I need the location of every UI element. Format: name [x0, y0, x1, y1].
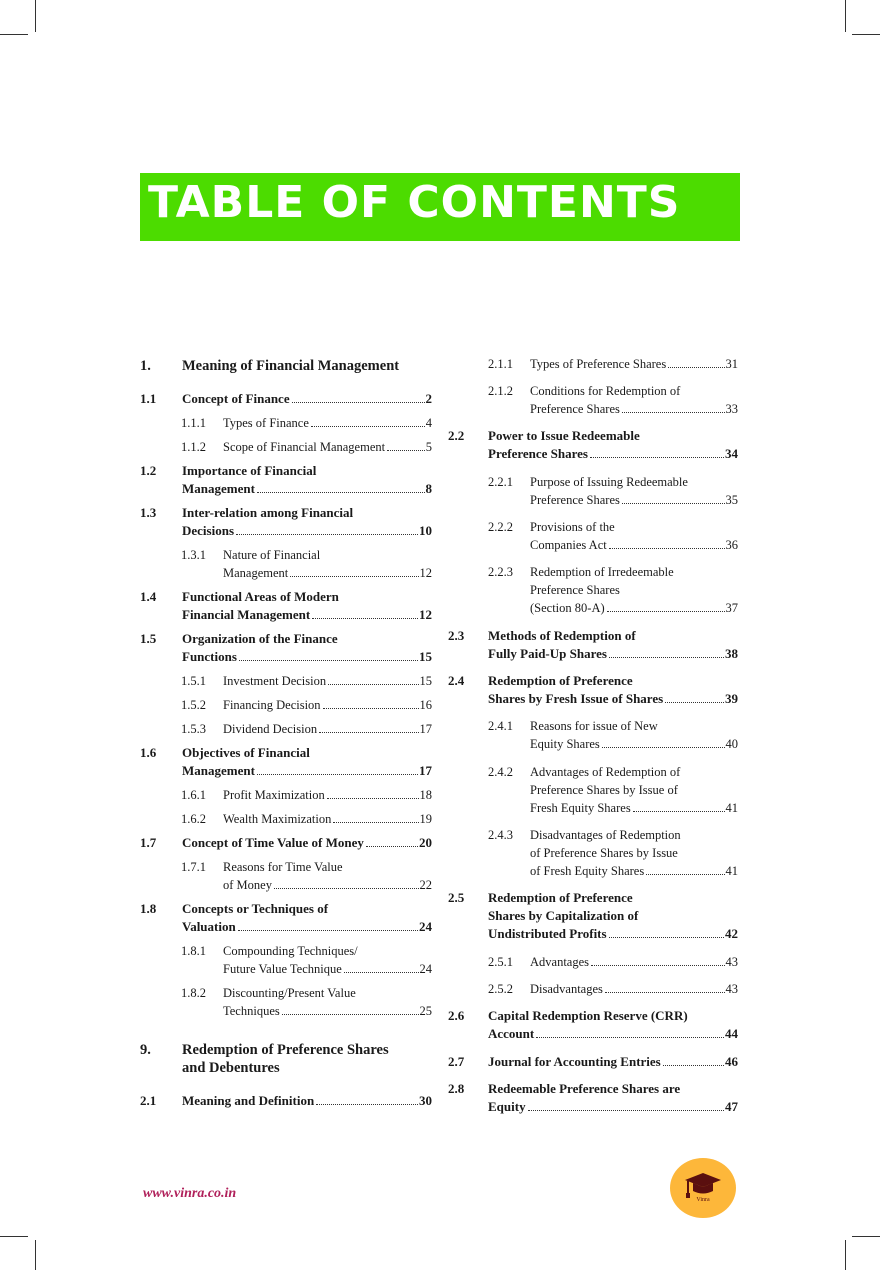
page-number: 35: [725, 493, 738, 507]
entry-title: Concepts or Techniques of: [182, 901, 329, 916]
dot-leader: [591, 965, 724, 966]
entry-title: Preference Shares: [530, 493, 620, 507]
entry-title: Disadvantages: [530, 982, 603, 996]
page-number: 12: [419, 566, 432, 580]
dot-leader: [257, 492, 425, 493]
section-number: 1.5.3: [181, 722, 206, 736]
section-number: 2.5: [448, 890, 465, 905]
page-number: 25: [419, 1004, 432, 1018]
dot-leader: [622, 412, 725, 413]
entry-title: of Money: [223, 878, 272, 892]
dot-leader: [282, 1014, 419, 1015]
crop-mark: [0, 34, 28, 35]
entry-title: Meaning of Financial Management: [182, 358, 400, 374]
page-number: 37: [725, 601, 738, 615]
entry-title: Nature of Financial: [223, 548, 321, 562]
entry-title: Future Value Technique: [223, 962, 342, 976]
dot-leader: [290, 576, 418, 577]
entry-title: Reasons for Time Value: [223, 860, 343, 874]
entry-title: Functions: [182, 649, 237, 664]
page-number: 10: [419, 523, 432, 538]
crop-mark: [0, 1236, 28, 1237]
entry-title: Disadvantages of Redemption: [530, 828, 681, 842]
dot-leader: [319, 732, 418, 733]
page-number: 46: [725, 1054, 738, 1069]
section-number: 2.1.2: [488, 384, 513, 398]
entry-title: Inter-relation among Financial: [182, 505, 354, 520]
entry-title: Decisions: [182, 523, 234, 538]
section-number: 1.7: [140, 835, 157, 850]
section-number: 2.8: [448, 1081, 465, 1096]
entry-title: Organization of the Finance: [182, 631, 338, 646]
page-number: 16: [419, 698, 432, 712]
dot-leader: [605, 992, 725, 993]
section-number: 1.2: [140, 463, 157, 478]
page-number: 4: [425, 416, 432, 430]
page-number: 41: [725, 801, 738, 815]
section-number: 2.2.3: [488, 565, 513, 579]
entry-title: Reasons for issue of New: [530, 719, 658, 733]
entry-title: Objectives of Financial: [182, 745, 310, 760]
entry-title: Redeemable Preference Shares are: [488, 1081, 681, 1096]
dot-leader: [646, 874, 724, 875]
entry-title: Types of Finance: [223, 416, 309, 430]
entry-title: Redemption of Preference: [488, 890, 633, 905]
page-number: 18: [419, 788, 432, 802]
page-number: 20: [419, 835, 432, 850]
section-number: 1.7.1: [181, 860, 206, 874]
entry-title: of Fresh Equity Shares: [530, 864, 645, 878]
page-number: 42: [725, 926, 738, 941]
title-banner: [140, 173, 740, 241]
entry-title: Companies Act: [530, 538, 607, 552]
entry-title: Advantages: [530, 955, 590, 969]
dot-leader: [536, 1037, 724, 1038]
page-number: 43: [725, 955, 738, 969]
entry-title: Fully Paid-Up Shares: [488, 646, 607, 661]
entry-title: Investment Decision: [223, 674, 327, 688]
section-number: 1.: [140, 358, 151, 374]
section-number: 2.4.3: [488, 828, 513, 842]
section-number: 1.1.2: [181, 440, 206, 454]
section-number: 1.5.2: [181, 698, 206, 712]
page-number: 36: [725, 538, 738, 552]
dot-leader: [327, 798, 419, 799]
footer-url[interactable]: www.vinra.co.in: [143, 1186, 237, 1201]
page-number: 31: [725, 357, 738, 371]
page-number: 22: [419, 878, 432, 892]
entry-title: Methods of Redemption of: [488, 628, 636, 643]
entry-title: Conditions for Redemption of: [530, 384, 681, 398]
dot-leader: [633, 811, 725, 812]
section-number: 1.8.1: [181, 944, 206, 958]
section-number: 1.1.1: [181, 416, 206, 430]
entry-title: Journal for Accounting Entries: [488, 1054, 661, 1069]
svg-text:Vinra: Vinra: [696, 1197, 710, 1203]
dot-leader: [607, 611, 725, 612]
entry-title: Preference Shares: [488, 446, 588, 461]
section-number: 1.4: [140, 589, 157, 604]
page-number: 12: [419, 607, 432, 622]
section-number: 1.3: [140, 505, 157, 520]
section-number: 1.8.2: [181, 986, 206, 1000]
section-number: 2.5.1: [488, 955, 513, 969]
entry-title: Financial Management: [182, 607, 311, 622]
section-number: 1.8: [140, 901, 157, 916]
entry-title: Preference Shares: [530, 583, 620, 597]
section-number: 1.5: [140, 631, 157, 646]
dot-leader: [609, 548, 725, 549]
section-number: 2.4.2: [488, 765, 513, 779]
page-number: 33: [725, 402, 738, 416]
section-number: 2.4.1: [488, 719, 513, 733]
dot-leader: [366, 846, 418, 847]
entry-title: Importance of Financial: [182, 463, 317, 478]
entry-title: Management: [182, 481, 255, 496]
section-number: 2.7: [448, 1054, 465, 1069]
entry-title: Management: [182, 763, 255, 778]
dot-leader: [387, 450, 425, 451]
dot-leader: [609, 657, 724, 658]
page-number: 43: [725, 982, 738, 996]
entry-title: Financing Decision: [223, 698, 321, 712]
dot-leader: [602, 747, 725, 748]
dot-leader: [528, 1110, 724, 1111]
section-number: 1.6: [140, 745, 157, 760]
entry-title: Redemption of Preference Shares: [182, 1042, 389, 1058]
entry-title: Functional Areas of Modern: [182, 589, 339, 604]
entry-title: Concept of Finance: [182, 391, 290, 406]
section-number: 2.2.1: [488, 475, 513, 489]
dot-leader: [344, 972, 419, 973]
entry-title: Fresh Equity Shares: [530, 801, 631, 815]
section-number: 1.1: [140, 391, 157, 406]
entry-title: Management: [223, 566, 289, 580]
entry-title: Wealth Maximization: [223, 812, 332, 826]
entry-title: Techniques: [223, 1004, 280, 1018]
entry-title: Concept of Time Value of Money: [182, 835, 364, 850]
dot-leader: [292, 402, 425, 403]
section-number: 1.3.1: [181, 548, 206, 562]
section-number: 2.4: [448, 673, 465, 688]
dot-leader: [316, 1104, 418, 1105]
entry-title: (Section 80-A): [530, 601, 605, 615]
entry-title: Equity Shares: [530, 737, 600, 751]
entry-title: Valuation: [182, 919, 236, 934]
page-number: 15: [419, 674, 432, 688]
crop-mark: [845, 1240, 846, 1270]
section-number: 2.5.2: [488, 982, 513, 996]
dot-leader: [238, 930, 418, 931]
section-number: 2.2: [448, 428, 465, 443]
dot-leader: [665, 702, 724, 703]
page-number: 8: [425, 481, 432, 496]
page-number: 24: [419, 962, 432, 976]
dot-leader: [663, 1065, 724, 1066]
page-number: 19: [419, 812, 432, 826]
page-number: 44: [725, 1026, 738, 1041]
dot-leader: [311, 426, 425, 427]
section-number: 2.2.2: [488, 520, 513, 534]
vinra-logo: [670, 1158, 736, 1218]
entry-title: Capital Redemption Reserve (CRR): [488, 1008, 688, 1023]
entry-title: Scope of Financial Management: [223, 440, 386, 454]
entry-title: Discounting/Present Value: [223, 986, 356, 1000]
page-number: 2: [425, 391, 432, 406]
dot-leader: [328, 684, 418, 685]
page-number: 40: [725, 737, 738, 751]
dot-leader: [668, 367, 724, 368]
entry-title: of Preference Shares by Issue: [530, 846, 678, 860]
entry-title: and Debentures: [182, 1060, 280, 1076]
entry-title: Shares by Fresh Issue of Shares: [488, 691, 664, 706]
entry-title: Preference Shares by Issue of: [530, 783, 678, 797]
page-number: 17: [419, 722, 432, 736]
entry-title: Shares by Capitalization of: [488, 908, 639, 923]
section-number: 1.6.1: [181, 788, 206, 802]
page-number: 39: [725, 691, 738, 706]
section-number: 2.3: [448, 628, 465, 643]
dot-leader: [622, 503, 725, 504]
dot-leader: [239, 660, 418, 661]
section-number: 1.6.2: [181, 812, 206, 826]
crop-mark: [35, 0, 36, 32]
entry-title: Redemption of Irredeemable: [530, 565, 674, 579]
page-number: 17: [419, 763, 432, 778]
section-number: 2.6: [448, 1008, 465, 1023]
section-number: 2.1: [140, 1093, 157, 1108]
page-number: 47: [725, 1099, 738, 1114]
section-number: 9.: [140, 1042, 151, 1058]
entry-title: Profit Maximization: [223, 788, 325, 802]
page-number: 24: [419, 919, 432, 934]
crop-mark: [845, 0, 846, 32]
dot-leader: [609, 937, 724, 938]
dot-leader: [312, 618, 418, 619]
entry-title: Power to Issue Redeemable: [488, 428, 640, 443]
entry-title: Types of Preference Shares: [530, 357, 667, 371]
dot-leader: [333, 822, 418, 823]
page-number: 30: [419, 1093, 432, 1108]
entry-title: Dividend Decision: [223, 722, 318, 736]
dot-leader: [323, 708, 419, 709]
entry-title: Meaning and Definition: [182, 1093, 315, 1108]
page-number: 41: [725, 864, 738, 878]
dot-leader: [257, 774, 418, 775]
crop-mark: [35, 1240, 36, 1270]
entry-title: Undistributed Profits: [488, 926, 607, 941]
crop-mark: [852, 34, 880, 35]
page-number: 38: [725, 646, 738, 661]
entry-title: Purpose of Issuing Redeemable: [530, 475, 688, 489]
entry-title: Advantages of Redemption of: [530, 765, 681, 779]
section-number: 1.5.1: [181, 674, 206, 688]
entry-title: Preference Shares: [530, 402, 620, 416]
page-number: 34: [725, 446, 738, 461]
entry-title: Provisions of the: [530, 520, 615, 534]
crop-mark: [852, 1236, 880, 1237]
entry-title: Redemption of Preference: [488, 673, 633, 688]
dot-leader: [274, 888, 419, 889]
entry-title: Compounding Techniques/: [223, 944, 358, 958]
dot-leader: [590, 457, 724, 458]
dot-leader: [236, 534, 418, 535]
page-title: TABLE OF CONTENTS: [148, 177, 681, 228]
page-number: 15: [419, 649, 432, 664]
graduation-cap-icon: [683, 1170, 723, 1206]
page-number: 5: [425, 440, 432, 454]
section-number: 2.1.1: [488, 357, 513, 371]
entry-title: Account: [488, 1026, 535, 1041]
entry-title: Equity: [488, 1099, 526, 1114]
